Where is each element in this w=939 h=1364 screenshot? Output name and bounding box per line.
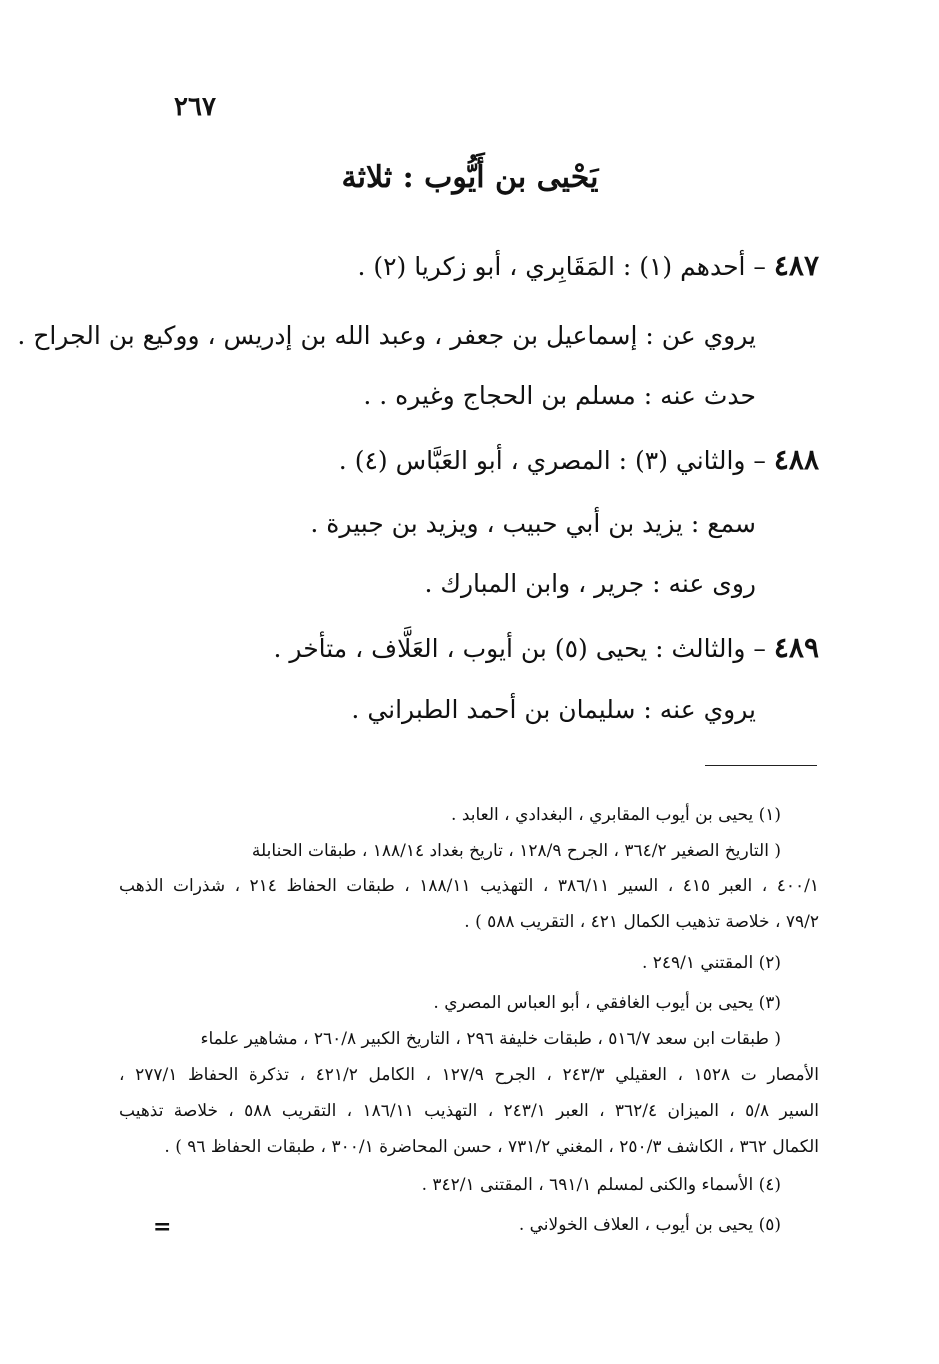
entry-number: ٤٨٨	[773, 443, 819, 476]
footnote-1-sources-line-1: ( التاريخ الصغير ٣٦٤/٢ ، الجرح ١٢٨/٩ ، تاريخ بغداد ١٨٨/١٤ ، طبقات الحنابلة	[251, 841, 781, 861]
entry-title-text: – أحدهم (١) : المَقَابِري ، أبو زكريا (٢) .	[357, 252, 774, 281]
footnote-3-sources-line-1: ( طبقات ابن سعد ٥١٦/٧ ، طبقات خليفة ٢٩٦ ، التاريخ الكبير ٢٦٠/٨ ، مشاهير علماء	[200, 1029, 781, 1049]
footnote-1-sources-line-2: ٤٠٠/١ ، العبر ٤١٥ ، السير ٣٨٦/١١ ، التهذيب ١٨٨/١١ ، طبقات الحفاظ ٢١٤ ، شذرات الذهب	[119, 876, 819, 896]
footnote-3: (٣) يحيى بن أيوب الغافقي ، أبو العباس المصري .	[433, 993, 781, 1013]
entry-487-title	[357, 246, 819, 287]
entry-487-line-1: يروي عن : إسماعيل بن جعفر ، وعبد الله بن إدريس ، ووكيع بن الجراح .	[17, 321, 756, 350]
footnote-5: (٥) يحيى بن أيوب ، العلاف الخولاني .	[518, 1215, 781, 1235]
entry-488-line-2: روى عنه : جرير ، وابن المبارك .	[424, 569, 756, 598]
entry-title-text: – والثاني (٣) : المصري ، أبو العَبَّاس (٤) .	[338, 446, 774, 475]
page-number: ٢٦٧	[174, 92, 216, 122]
entry-488-line-1: سمع : يزيد بن أبي حبيب ، ويزيد بن جبيرة .	[310, 509, 756, 538]
page-heading: يَحْيى بن أَيُّوب : ثلاثة	[341, 160, 599, 195]
entry-number: ٤٨٩	[773, 631, 819, 664]
footnote-4: (٤) الأسماء والكنى لمسلم ٦٩١/١ ، المقتنى ٣٤٢/١ .	[421, 1175, 781, 1195]
footnote-separator	[705, 765, 817, 766]
entry-number: ٤٨٧	[773, 249, 819, 282]
footnote-3-sources-line-2: الأمصار ت ١٥٢٨ ، العقيلي ٢٤٣/٣ ، الجرح ١٢٧/٩ ، الكامل ٤٢١/٢ ، تذكرة الحفاظ ٢٧٧/١ ،	[119, 1065, 820, 1085]
entry-title-text: – والثالث : يحيى (٥) بن أيوب ، العَلَّاف ، متأخر .	[273, 634, 774, 663]
continuation-mark: =	[153, 1214, 172, 1240]
footnote-2: (٢) المقتني ٢٤٩/١ .	[641, 953, 781, 973]
entry-487-line-2: حدث عنه : مسلم بن الحجاج وغيره . .	[363, 381, 756, 410]
entry-489-line-1: يروي عنه : سليمان بن أحمد الطبراني .	[351, 695, 756, 724]
footnote-3-sources-line-4: الكمال ٣٦٢ ، الكاشف ٢٥٠/٣ ، المغني ٧٣١/٢ ، حسن المحاضرة ٣٠٠/١ ، طبقات الحفاظ ٩٦ ) .	[164, 1137, 819, 1157]
footnote-3-sources-line-3: السير ٥/٨ ، الميزان ٣٦٢/٤ ، العبر ٢٤٣/١ ، التهذيب ١٨٦/١١ ، التقريب ٥٨٨ ، خلاصة تذهيب	[119, 1101, 820, 1121]
entry-488-title	[339, 440, 819, 481]
footnote-1-sources-line-3: ٧٩/٢ ، خلاصة تذهيب الكمال ٤٢١ ، التقريب ٥٨٨ ) .	[464, 912, 819, 932]
footnote-1: (١) يحيى بن أيوب المقابري ، البغدادي ، العابد .	[451, 805, 781, 825]
entry-489-title	[274, 628, 820, 669]
